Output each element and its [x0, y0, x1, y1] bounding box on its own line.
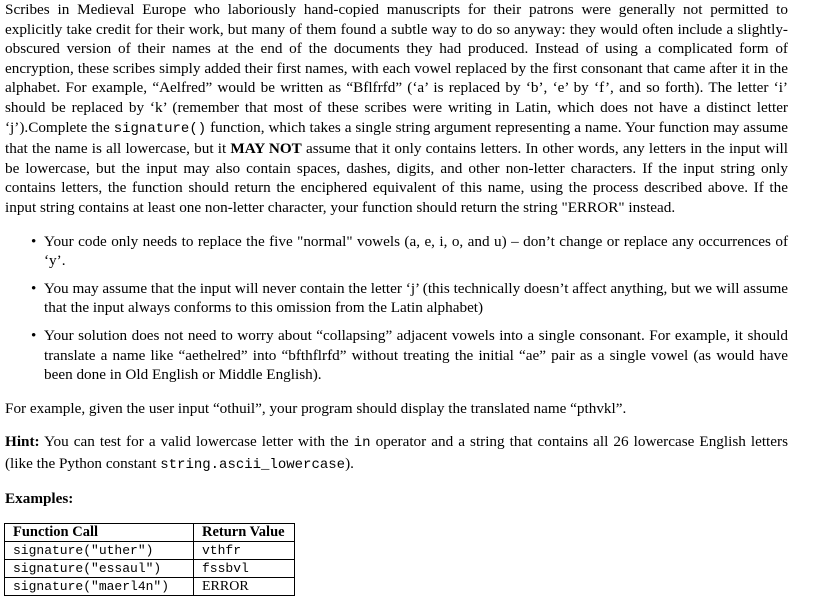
table-header-row: [5, 524, 295, 542]
may-not-emphasis: MAY NOT: [230, 140, 302, 158]
return-value-cell: vthfr: [194, 542, 295, 560]
requirements-list: [5, 232, 788, 385]
hint-label: Hint:: [5, 433, 40, 451]
return-value-cell: fssbvl: [194, 560, 295, 578]
hint-paragraph: [5, 432, 788, 475]
in-operator-code: in: [353, 435, 371, 452]
column-header-return-value: Return Value: [194, 524, 295, 542]
function-call-cell: signature("essaul"): [5, 560, 194, 578]
signature-function-code: signature(): [113, 120, 207, 137]
bullet-dot-icon: •: [31, 326, 37, 344]
column-header-function-call: Function Call: [5, 524, 194, 542]
bullet-text: Your code only needs to replace the five "normal" vowels (a, e, i, o, and u) – don’t change or replace any occurrences of ‘y’.: [44, 232, 788, 270]
hint-text-1: You can test for a valid lowercase letter with the: [39, 433, 354, 451]
table-row: [5, 578, 295, 596]
return-value-cell: ERROR: [194, 578, 295, 596]
ascii-lowercase-code: string.ascii_lowercase: [160, 456, 346, 473]
examples-heading: Examples:: [5, 490, 74, 508]
list-item: [5, 232, 788, 271]
table-row: [5, 560, 295, 578]
table-row: [5, 542, 295, 560]
list-item: [5, 326, 788, 385]
examples-table: [4, 523, 295, 596]
document: [5, 0, 788, 596]
function-call-cell: signature("maerl4n"): [5, 578, 194, 596]
bullet-dot-icon: •: [31, 232, 37, 250]
intro-text-3: assume that it only contains letters. In other words, any letters in the input will be lowercase, but the input may also contain spaces, dashes, digits, and other non-letter characters. If the input string only contains letters, the function should return the enciphered equivalent of this name, using the process described above. If the input string contains at least one non-letter character, your function should return the string "ERROR" instead.: [5, 140, 788, 216]
intro-text-1: Scribes in Medieval Europe who laboriously hand-copied manuscripts for their patrons were generally not permitted to explicitly take credit for their work, but many of them found a subtle way to do so anyway: they would often include a slightly-obscured version of their names at the end of the documents they had produced. Instead of using a complicated form of encryption, these scribes simply added their first names, with each vowel replaced by the first consonant that came after it in the alphabet. For example, “Aelfred” would be written as “Bflfrfd” (‘a’ is replaced by ‘b’, ‘e’ by ‘f’, and so forth). The letter ‘i’ should be replaced by ‘k’ (remember that most of these scribes were writing in Latin, which does not have a distinct letter ‘j’).Complete the: [5, 1, 788, 136]
intro-paragraph: [5, 0, 788, 218]
intro-text-2: function, which takes a single string argument representing a name. Your function may assume that the name is all lowercase, but it: [5, 118, 789, 158]
example-paragraph: For example, given the user input “othuil”, your program should display the translated name “pthvkl”.: [5, 399, 627, 417]
list-item: [5, 279, 788, 318]
hint-text-3: ).: [345, 454, 354, 472]
function-call-cell: signature("uther"): [5, 542, 194, 560]
bullet-dot-icon: •: [31, 279, 37, 297]
hint-text-2: operator and a string that contains all 26 lowercase English letters (like the Python constant: [5, 433, 788, 472]
bullet-text: You may assume that the input will never contain the letter ‘j’ (this technically doesn’t affect anything, but we will assume that the input always conforms to this omission from the Latin alphabet): [44, 279, 788, 317]
bullet-text: Your solution does not need to worry about “collapsing” adjacent vowels into a single consonant. For example, it should translate a name like “aethelred” into “bfthflrfd” without treating the initial “ae” pair as a single vowel (as would have been done in Old English or Middle English).: [44, 326, 788, 384]
